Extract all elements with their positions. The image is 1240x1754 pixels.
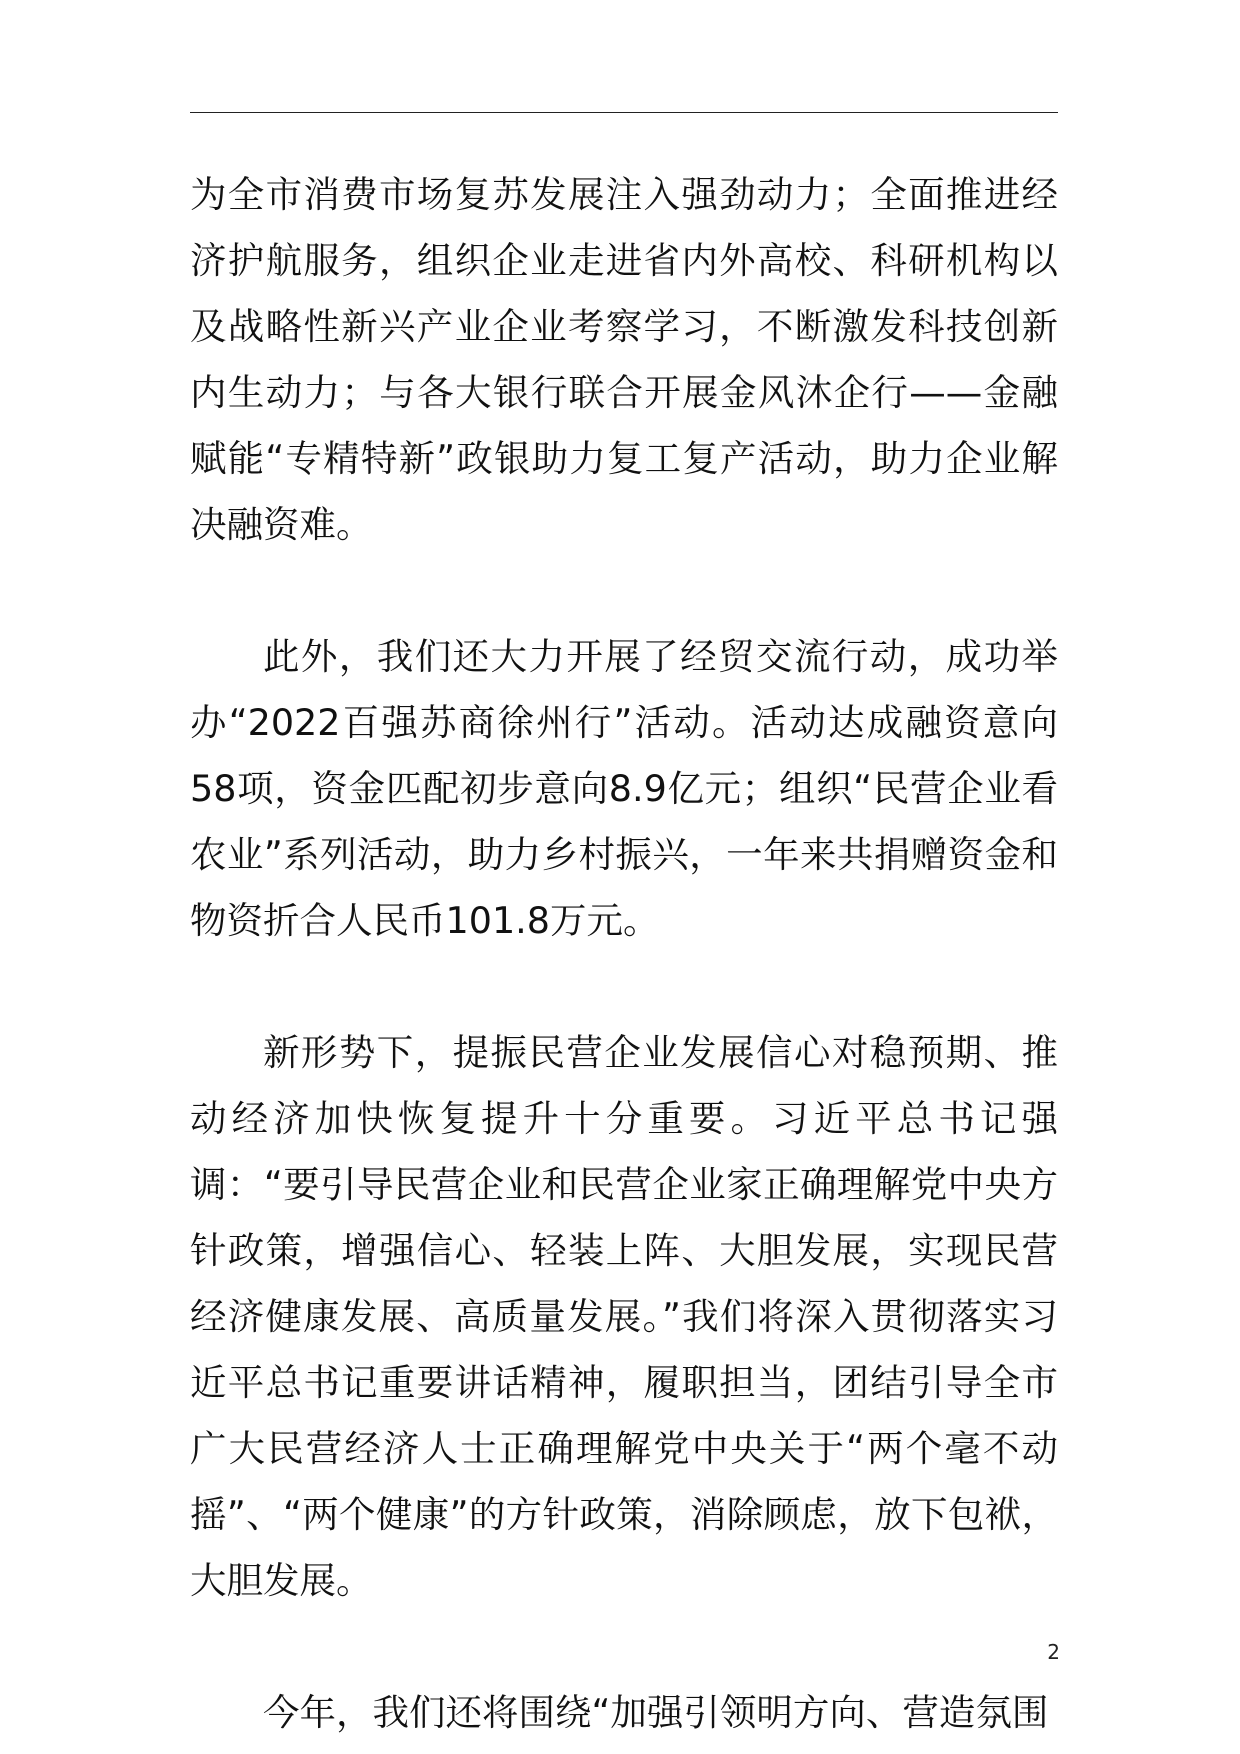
paragraph-trade-exchange: 此外，我们还大力开展了经贸交流行动，成功举办“2022百强苏商徐州行”活动。活动达成融资意向58项，资金匹配初步意向8.9亿元；组织“民营企业看农业”系列活动，助力乡村振兴，一年来共捐赠资金和物资折合人民币101.8万元。 [190, 635, 1058, 942]
paragraph-this-year: 今年，我们还将围绕“加强引领明方向、营造氛围 [263, 1691, 1049, 1734]
header-rule [190, 112, 1058, 113]
page-number: 2 [1047, 1640, 1060, 1664]
paragraph-continuation: 为全市消费市场复苏发展注入强劲动力；全面推进经济护航服务，组织企业走进省内外高校、科研机构以及战略性新兴产业企业考察学习，不断激发科技创新内生动力；与各大银行联合开展金风沐企行——金融赋能“专精特新”政银助力复工复产活动，助力企业解决融资难。 [190, 173, 1058, 546]
document-body [190, 162, 1058, 1746]
paragraph-new-situation: 新形势下，提振民营企业发展信心对稳预期、推动经济加快恢复提升十分重要。习近平总书记强调：“要引导民营企业和民营企业家正确理解党中央方针政策，增强信心、轻装上阵、大胆发展，实现民营经济健康发展、高质量发展。”我们将深入贯彻落实习近平总书记重要讲话精神，履职担当，团结引导全市广大民营经济人士正确理解党中央关于“两个毫不动摇”、“两个健康”的方针政策，消除顾虑，放下包袱，大胆发展。 [190, 1031, 1058, 1602]
